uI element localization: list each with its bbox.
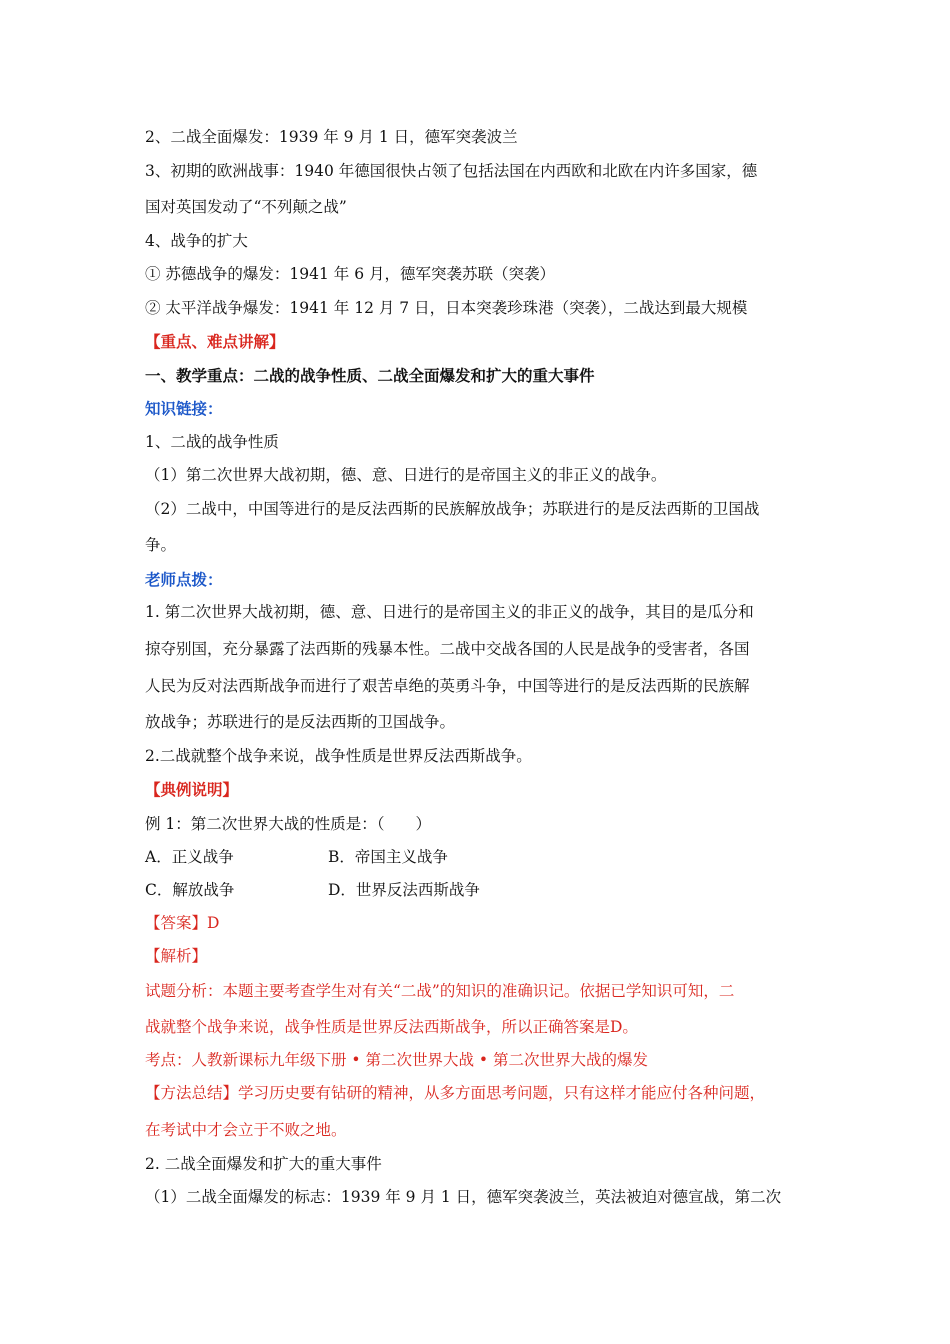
text-line: 4、战争的扩大 xyxy=(145,232,248,250)
text-line: 1、二战的战争性质 xyxy=(145,433,279,451)
options-row xyxy=(145,880,845,900)
answer-line: 【答案】D xyxy=(145,914,220,932)
option-a: A．正义战争 xyxy=(145,848,234,866)
text-line: 人民为反对法西斯战争而进行了艰苦卓绝的英勇斗争，中国等进行的是反法西斯的民族解 xyxy=(145,677,750,695)
text-line: （1）第二次世界大战初期，德、意、日进行的是帝国主义的非正义的战争。 xyxy=(145,466,667,484)
text-line: ① 苏德战争的爆发：1941 年 6 月，德军突袭苏联（突袭） xyxy=(145,265,556,283)
analysis-heading: 【解析】 xyxy=(145,947,208,965)
option-c: C．解放战争 xyxy=(145,881,235,899)
text-line: 国对英国发动了“不列颠之战” xyxy=(145,198,347,216)
method-summary: 【方法总结】学习历史要有钻研的精神，从多方面思考问题，只有这样才能应付各种问题， xyxy=(145,1084,766,1102)
text-line: （2）二战中，中国等进行的是反法西斯的民族解放战争；苏联进行的是反法西斯的卫国战 xyxy=(145,500,760,518)
text-line: 2.二战就整个战争来说，战争性质是世界反法西斯战争。 xyxy=(145,747,532,765)
text-line: （1）二战全面爆发的标志：1939 年 9 月 1 日，德军突袭波兰，英法被迫对德宣战，第二次 xyxy=(145,1188,782,1206)
text-line: 2. 二战全面爆发和扩大的重大事件 xyxy=(145,1155,382,1173)
text-line: ② 太平洋战争爆发：1941 年 12 月 7 日，日本突袭珍珠港（突袭），二战达到最大规模 xyxy=(145,299,748,317)
exam-point: 考点：人教新课标九年级下册 • 第二次世界大战 • 第二次世界大战的爆发 xyxy=(145,1051,648,1069)
method-summary: 在考试中才会立于不败之地。 xyxy=(145,1121,347,1139)
text-line: 掠夺别国，充分暴露了法西斯的残暴本性。二战中交战各国的人民是战争的受害者，各国 xyxy=(145,640,750,658)
example-heading: 【典例说明】 xyxy=(145,780,239,799)
analysis-text: 试题分析：本题主要考查学生对有关“二战”的知识的准确识记。依据已学知识可知，二 xyxy=(145,982,735,1000)
text-line: 2、二战全面爆发：1939 年 9 月 1 日，德军突袭波兰 xyxy=(145,128,518,146)
section-subheading: 一、教学重点：二战的战争性质、二战全面爆发和扩大的重大事件 xyxy=(145,366,595,385)
analysis-text: 战就整个战争来说，战争性质是世界反法西斯战争，所以正确答案是D。 xyxy=(145,1018,638,1036)
option-d: D．世界反法西斯战争 xyxy=(328,881,480,899)
knowledge-link-heading: 知识链接： xyxy=(145,399,223,418)
text-line: 3、初期的欧洲战事：1940 年德国很快占领了包括法国在内西欧和北欧在内许多国家，德 xyxy=(145,162,758,180)
options-row xyxy=(145,847,845,867)
option-b: B．帝国主义战争 xyxy=(328,848,448,866)
teacher-tip-heading: 老师点拨： xyxy=(145,570,223,589)
text-line: 放战争；苏联进行的是反法西斯的卫国战争。 xyxy=(145,713,456,731)
text-line: 1. 第二次世界大战初期，德、意、日进行的是帝国主义的非正义的战争，其目的是瓜分和 xyxy=(145,603,754,621)
section-heading: 【重点、难点讲解】 xyxy=(145,332,285,351)
question-text: 例 1：第二次世界大战的性质是：（ ） xyxy=(145,815,432,833)
text-line: 争。 xyxy=(145,536,177,554)
